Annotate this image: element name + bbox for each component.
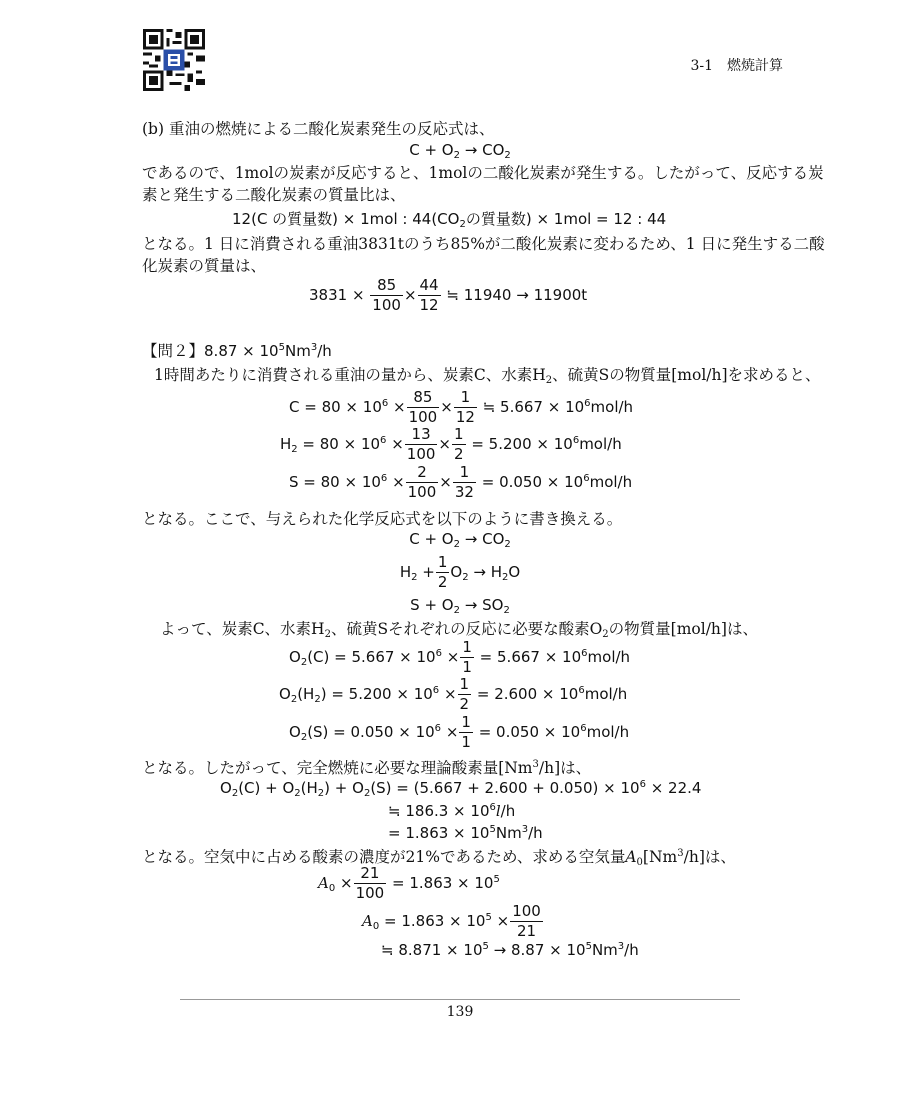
air-equation-result: ≒ $8.871 \times 10^5 \to 8.87 \times 10^5Nm^3/h$ <box>381 941 639 959</box>
header-section-title: 3-1 燃焼計算 <box>690 58 783 74</box>
equation-sulfur: $S = 80 \times 10^6$ × $\frac{2}{100}$ × $\frac{1}{32}$ = $0.050 \times 10^6mol/h$ <box>289 463 633 501</box>
paragraph-line: よって、炭素C、水素$H_2$、硫黄Sそれぞれの反応に必要な酸素$O_2$の物質量[mol/h]は、 <box>160 620 758 640</box>
paragraph-line: となる。空気中に占める酸素の濃度が21%であるため、求める空気量$A_0[Nm^3/h]$は、 <box>142 848 736 868</box>
co2-mass-calculation: 3831 × $\frac{85}{100}$ × $\frac{44}{12}$ ≒ 11940 → 11900t <box>309 276 588 314</box>
footer-rule <box>180 999 740 1000</box>
equation-carbon: $C = 80 \times 10^6$ × $\frac{85}{100}$ × $\frac{1}{12}$ ≒ $5.667 \times 10^6mol/h$ <box>289 388 634 426</box>
paragraph-line: であるので、1molの炭素が反応すると、1molの二酸化炭素が発生する。したがって、反応する炭 <box>142 164 824 182</box>
oxygen-for-hydrogen: $O_2(H_2) = 5.200 \times 10^6$ × $\frac{1}{2}$ = $2.600 \times 10^6mol/h$ <box>279 675 628 713</box>
paragraph-line: 1時間あたりに消費される重油の量から、炭素C、水素$H_2$、硫黄Sの物質量[mol/h]を求めると、 <box>154 366 821 386</box>
reaction-c-o2: $C + O_2 \to CO_2$ <box>409 141 511 161</box>
reaction-sulfur: $S + O_2 \to SO_2$ <box>410 596 510 616</box>
paragraph-line: 素と発生する二酸化炭素の質量比は、 <box>142 186 406 204</box>
total-oxygen-sum: $O_2(C) + O_2(H_2) + O_2(S) = (5.667 + 2.600 + 0.050) \times 10^6 \times 22.4$ <box>220 779 702 799</box>
paragraph-line: となる。ここで、与えられた化学反応式を以下のように書き換える。 <box>142 510 623 528</box>
reaction-carbon: $C + O_2 \to CO_2$ <box>409 530 511 550</box>
page-number: 139 <box>446 1004 474 1020</box>
mass-ratio-equation: 12(C の質量数) × 1mol : $44(CO_2$の質量数) × 1mol = 12 : 44 <box>232 210 667 230</box>
total-oxygen-nm3: = $1.863 \times 10^5Nm^3/h$ <box>388 824 543 842</box>
paragraph-line: となる。したがって、完全燃焼に必要な理論酸素量[Nm$^3$/h]は、 <box>142 759 592 777</box>
paragraph-line: 化炭素の質量は、 <box>142 257 267 275</box>
question-2-answer: 【問２】$8.87 \times 10^5Nm^3/h$ <box>142 342 332 360</box>
paragraph-line: となる。1 日に消費される重油3831tのうち85%が二酸化炭素に変わるため、1 日に発生する二酸 <box>142 235 825 253</box>
air-equation-1: $A_0$ × $\frac{21}{100}$ = $1.863 \times 10^5$ <box>318 864 500 902</box>
oxygen-for-sulfur: $O_2(S) = 0.050 \times 10^6$ × $\frac{1}{1}$ = $0.050 \times 10^6mol/h$ <box>289 713 630 751</box>
equation-hydrogen: $H_2 = 80 \times 10^6$ × $\frac{13}{100}$ × $\frac{1}{2}$ = $5.200 \times 10^6mol/h$ <box>280 425 622 463</box>
part-b-intro: (b) 重油の燃焼による二酸化炭素発生の反応式は、 <box>142 120 495 138</box>
reaction-hydrogen: $H_2$ + $\frac{1}{2}$ $O_2 \to H_2O$ <box>399 553 521 591</box>
oxygen-for-carbon: $O_2(C) = 5.667 \times 10^6$ × $\frac{1}{1}$ = $5.667 \times 10^6mol/h$ <box>289 638 631 676</box>
air-equation-2: $A_0 = 1.863 \times 10^5$ × $\frac{100}{21}$ <box>362 902 541 940</box>
total-oxygen-liters: ≒ $186.3 \times 10^6l/h$ <box>388 802 516 820</box>
